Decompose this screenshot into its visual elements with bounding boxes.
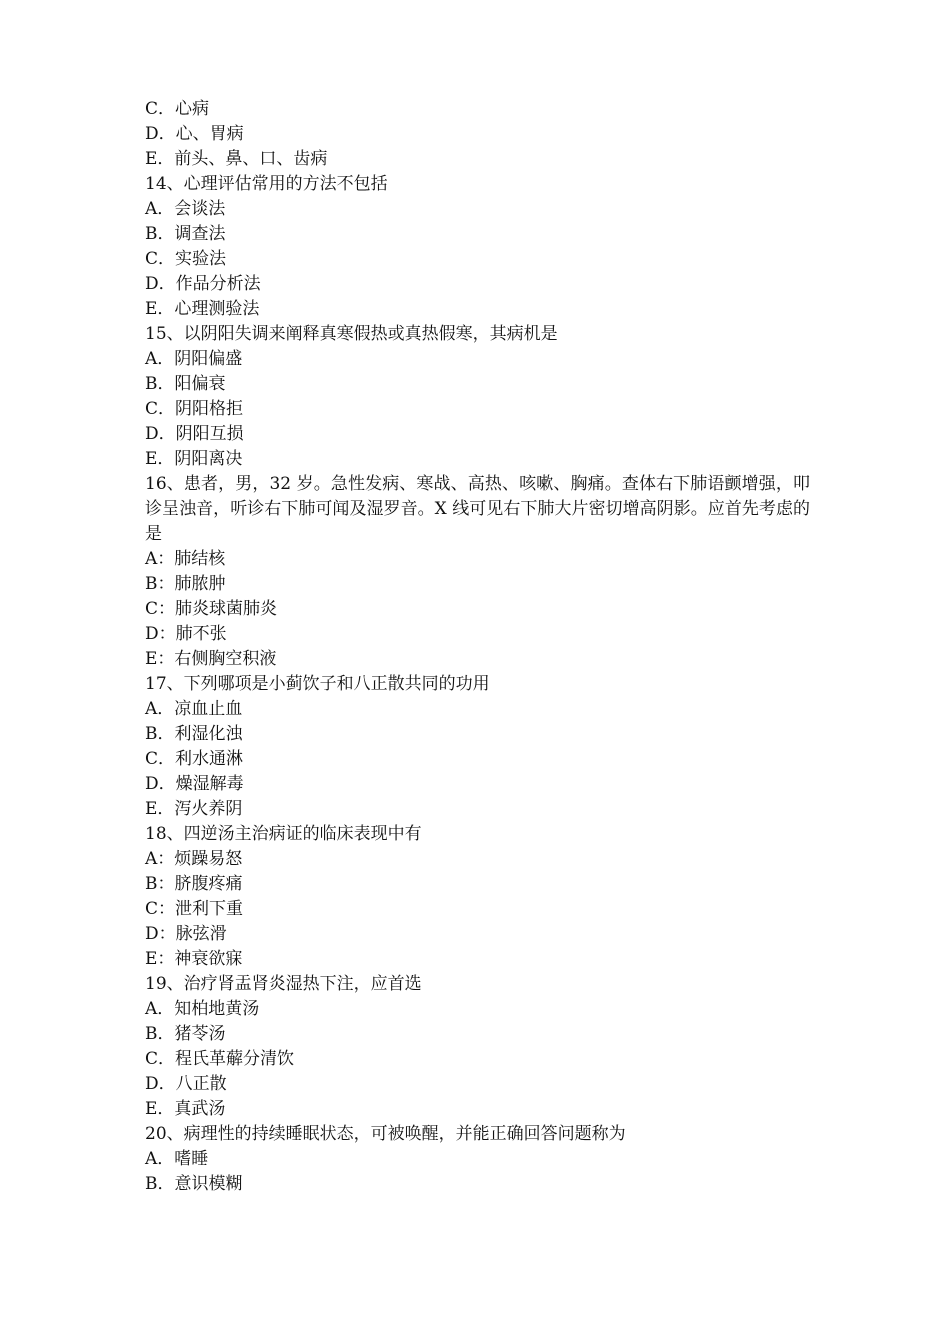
option-line: A．凉血止血 (145, 699, 243, 719)
option-line: C：肺炎球菌肺炎 (145, 599, 278, 619)
option-line: E：右侧胸空积液 (145, 649, 277, 669)
option-line: C．阴阳格拒 (145, 399, 244, 419)
option-line: D．作品分析法 (145, 274, 261, 294)
option-line: D．心、胃病 (145, 124, 244, 144)
option-line: E．心理测验法 (145, 299, 260, 319)
option-line: C．实验法 (145, 249, 227, 269)
option-line: A．知柏地黄汤 (145, 999, 260, 1019)
option-line: E．真武汤 (145, 1099, 226, 1119)
option-line: B：脐腹疼痛 (145, 874, 243, 894)
option-line: B．意识模糊 (145, 1174, 243, 1194)
option-line: E．泻火养阴 (145, 799, 243, 819)
option-line: E．阴阳离决 (145, 449, 243, 469)
option-line: B．阳偏衰 (145, 374, 226, 394)
option-line: D：脉弦滑 (145, 924, 227, 944)
option-line: D．燥湿解毒 (145, 774, 244, 794)
option-line: A．阴阳偏盛 (145, 349, 243, 369)
question-17: 17、下列哪项是小蓟饮子和八正散共同的功用 (145, 674, 490, 694)
document-body (145, 97, 810, 1197)
option-line: A．嗜睡 (145, 1149, 209, 1169)
option-line: E：神衰欲寐 (145, 949, 243, 969)
option-line: A：肺结核 (145, 549, 226, 569)
option-line: A：烦躁易怒 (145, 849, 243, 869)
option-line: D．八正散 (145, 1074, 227, 1094)
question-14: 14、心理评估常用的方法不包括 (145, 174, 388, 194)
option-line: B．调查法 (145, 224, 226, 244)
option-line: B．猪苓汤 (145, 1024, 226, 1044)
option-line: C．心病 (145, 99, 210, 119)
question-16: 16、患者，男，32 岁。急性发病、寒战、高热、咳嗽、胸痛。查体右下肺语颤增强，叩诊呈浊音，听诊右下肺可闻及湿罗音。X 线可见右下肺大片密切增高阴影。应首先考虑的是 (145, 474, 810, 544)
option-line: A．会谈法 (145, 199, 226, 219)
option-line: C．利水通淋 (145, 749, 244, 769)
question-18: 18、四逆汤主治病证的临床表现中有 (145, 824, 422, 844)
option-line: E．前头、鼻、口、齿病 (145, 149, 328, 169)
option-line: D．阴阳互损 (145, 424, 244, 444)
option-line: B：肺脓肿 (145, 574, 226, 594)
question-19: 19、治疗肾盂肾炎湿热下注，应首选 (145, 974, 422, 994)
option-line: B．利湿化浊 (145, 724, 243, 744)
option-line: C：泄利下重 (145, 899, 244, 919)
question-20: 20、病理性的持续睡眠状态，可被唤醒，并能正确回答问题称为 (145, 1124, 626, 1144)
option-line: D：肺不张 (145, 624, 227, 644)
question-15: 15、以阴阳失调来阐释真寒假热或真热假寒，其病机是 (145, 324, 558, 344)
option-line: C．程氏革薢分清饮 (145, 1049, 295, 1069)
